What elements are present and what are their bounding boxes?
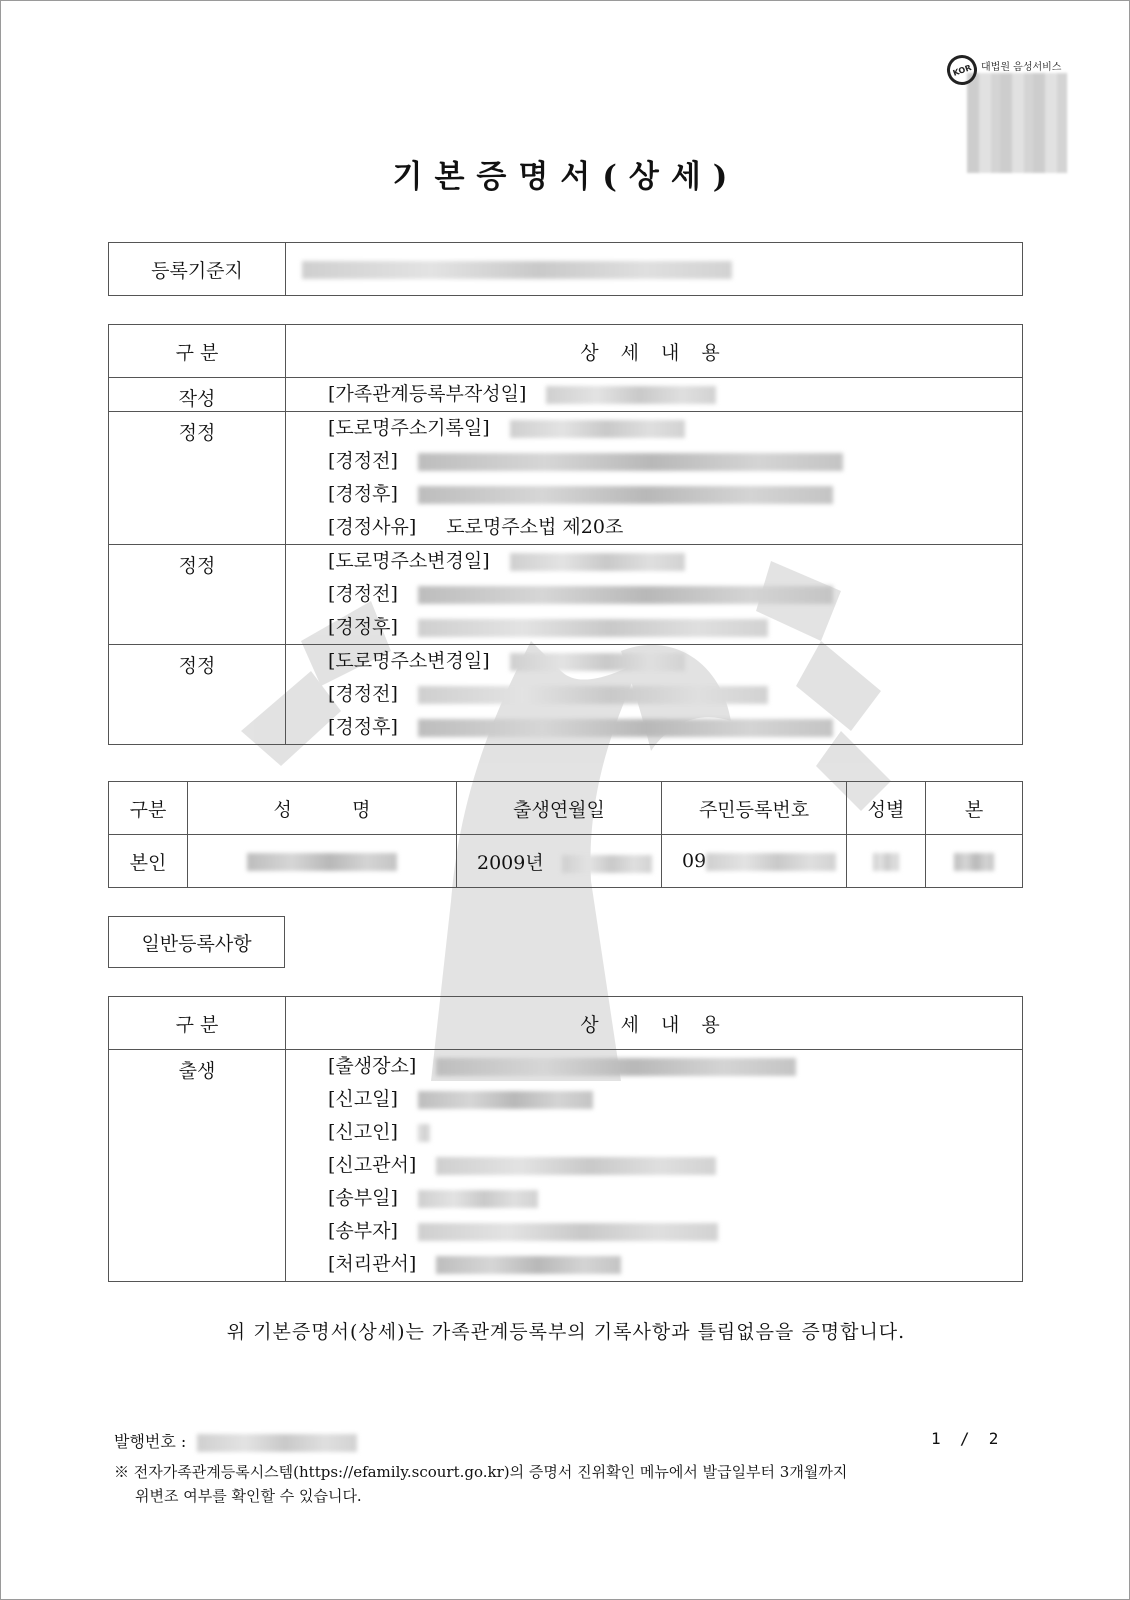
general-header-category: 구 분: [109, 997, 286, 1050]
detail-row-category: 정정: [109, 645, 286, 745]
general-key: [출생장소]: [328, 1055, 417, 1077]
redacted-value: [418, 1190, 538, 1208]
note-line-2: 위변조 여부를 확인할 수 있습니다.: [135, 1487, 362, 1505]
redacted-rrn: [706, 853, 836, 871]
detail-header-category: 구 분: [109, 325, 286, 378]
issue-number-label: 발행번호 :: [114, 1432, 187, 1451]
kor-logo-icon: KOR: [943, 51, 981, 89]
redacted-value: [436, 1256, 621, 1274]
person-header-category: 구분: [109, 782, 188, 835]
redacted-value: [418, 1091, 593, 1109]
redacted-address: [302, 261, 732, 279]
rrn-prefix: 09: [682, 850, 707, 872]
detail-row-category: 작성: [109, 378, 286, 412]
certification-statement: 위 기본증명서(상세)는 가족관계등록부의 기록사항과 틀림없음을 증명합니다.: [226, 1321, 906, 1343]
general-key: [처리관서]: [328, 1253, 417, 1275]
redacted-value: [546, 386, 716, 404]
detail-key: [경정후]: [328, 616, 398, 638]
person-table: [108, 781, 1023, 888]
redacted-value: [418, 1124, 430, 1142]
general-section-label: 일반등록사항: [108, 916, 285, 968]
detail-row: [109, 645, 1023, 745]
detail-table: [108, 324, 1023, 745]
person-row: [109, 835, 1023, 888]
redacted-value: [418, 486, 833, 504]
redacted-value: [418, 686, 768, 704]
page-indicator: 1 / 2: [931, 1429, 999, 1448]
redacted-value: [418, 453, 843, 471]
redacted-name: [247, 853, 397, 871]
person-header-origin: 본: [926, 782, 1023, 835]
detail-row: [109, 412, 1023, 545]
general-key: [송부자]: [328, 1220, 398, 1242]
redacted-value: [418, 719, 833, 737]
registration-base-label: 등록기준지: [109, 243, 286, 296]
redacted-value: [510, 420, 685, 438]
general-key: [신고인]: [328, 1121, 398, 1143]
birth-prefix: 2009년: [477, 851, 544, 874]
general-category: 출생: [109, 1050, 286, 1282]
detail-row: [109, 378, 1023, 412]
redacted-origin: [954, 853, 994, 871]
redacted-issue-number: [197, 1434, 357, 1452]
detail-row-category: 정정: [109, 412, 286, 545]
redacted-value: [418, 1223, 718, 1241]
registration-base-value: [286, 243, 1023, 296]
redacted-value: [418, 586, 833, 604]
person-origin-cell: [926, 835, 1023, 888]
detail-key: [도로명주소기록일]: [328, 417, 490, 439]
detail-key: [가족관계등록부작성일]: [328, 383, 527, 405]
person-sex-cell: [847, 835, 926, 888]
person-header-birth: 출생연월일: [457, 782, 662, 835]
detail-key: [경정전]: [328, 583, 398, 605]
issue-number: [114, 1429, 357, 1452]
general-row: [109, 1050, 1023, 1282]
general-key: [신고관서]: [328, 1154, 417, 1176]
general-header-content: 상 세 내 용: [286, 997, 1023, 1050]
person-birth-cell: [457, 835, 662, 888]
redacted-value: [436, 1157, 716, 1175]
stamp-label: 대법원 음성서비스: [981, 62, 1062, 73]
document-title: 기본증명서(상세): [392, 159, 740, 195]
detail-row-category: 정정: [109, 545, 286, 645]
detail-key: [도로명주소변경일]: [328, 550, 490, 572]
person-header-sex: 성별: [847, 782, 926, 835]
detail-key: [경정후]: [328, 716, 398, 738]
person-header-rrn: 주민등록번호: [662, 782, 847, 835]
general-key: [송부일]: [328, 1187, 398, 1209]
person-header-name: 성 명: [188, 782, 457, 835]
verification-note: [114, 1460, 847, 1508]
general-key: [신고일]: [328, 1088, 398, 1110]
redacted-value: [418, 619, 768, 637]
person-name-cell: [188, 835, 457, 888]
redacted-sex: [873, 853, 899, 871]
note-line-1: ※ 전자가족관계등록시스템(https://efamily.scourt.go.kr)의 증명서 진위확인 메뉴에서 발급일부터 3개월까지: [114, 1463, 848, 1481]
registration-base-table: [108, 242, 1023, 296]
detail-header-content: 상 세 내 용: [286, 325, 1023, 378]
redacted-value: [510, 653, 685, 671]
redacted-value: [510, 553, 685, 571]
detail-key: [도로명주소변경일]: [328, 650, 490, 672]
general-table: [108, 996, 1023, 1282]
redacted-value: [436, 1058, 796, 1076]
detail-key: [경정전]: [328, 683, 398, 705]
person-rrn-cell: [662, 835, 847, 888]
person-category: 본인: [109, 835, 188, 888]
detail-key: [경정후]: [328, 483, 398, 505]
detail-key: [경정전]: [328, 450, 398, 472]
detail-key: [경정사유]: [328, 516, 417, 538]
detail-row: [109, 545, 1023, 645]
redacted-birth: [562, 855, 652, 873]
detail-value: 도로명주소법 제20조: [446, 516, 624, 538]
